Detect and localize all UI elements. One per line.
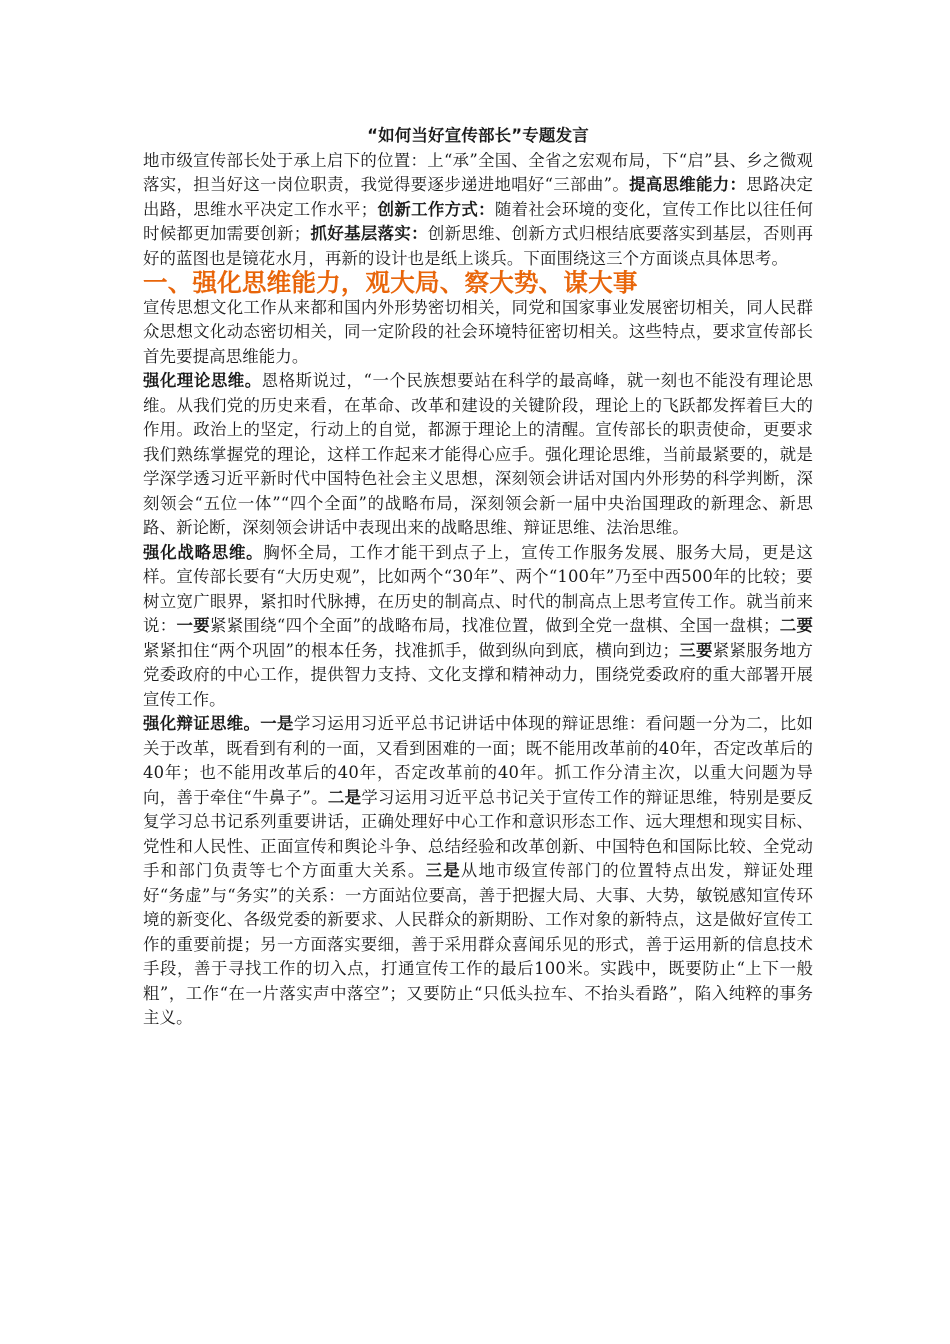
dialectic-lead: 强化辩证思维。 [143,714,261,733]
section-intro-paragraph: 宣传思想文化工作从来都和国内外形势密切相关，同党和国家事业发展密切相关，同人民群众思想文化动态密切相关，同一定阶段的社会环境特征密切相关。这些特点，要求宣传部长首先要提高思维能力。 [143,297,813,366]
theory-thinking-paragraph [143,369,813,541]
theory-lead: 强化理论思维。 [143,371,262,390]
dialectic-bold-1: 一是 [260,714,294,733]
intro-bold-3: 抓好基层落实： [310,224,428,243]
document-title: “如何当好宣传部长”专题发言 [367,126,589,145]
strategy-lead: 强化战略思维。 [143,542,264,562]
intro-text-2: 思路决定出路，思维水平决定工作水平； [143,175,813,219]
strategy-text-4: 紧紧服务地方党委政府的中心工作，提供智力支持、文化支撑和精神动力，围绕党委政府的重大部署开展宣传工作。 [143,640,813,709]
dialectic-text-2: 学习运用习近平总书记关于宣传工作的辩证思维，特别是要反复学习总书记系列重要讲话，正确处理好中心工作和意识形态工作、远大理想和现实目标、党性和人民性、正面宣传和舆论斗争、总结经验和改革创新、中国特色和国际比较、全党动手和部门负责等七个方面重大关系。 [143,787,813,880]
intro-paragraph [143,149,813,272]
intro-text-4: 创新思维、创新方式归根结底要落实到基层，否则再好的蓝图也是镜花水月，再新的设计也是纸上谈兵。下面围绕这三个方面谈点具体思考。 [143,224,813,268]
intro-bold-2: 创新工作方式： [377,199,495,219]
theory-text: 恩格斯说过，“一个民族想要站在科学的最高峰，就一刻也不能没有理论思维。从我们党的历史来看，在革命、改革和建设的关键阶段，理论上的飞跃都发挥着巨大的作用。政治上的坚定，行动上的自觉，都源于理论上的清醒。宣传部长的职责使命，更要求我们熟练掌握党的理论，这样工作起来才能得心应手。强化理论思维，当前最紧要的，就是学深学透习近平新时代中国特色社会主义思想，深刻领会讲话对国内外形势的科学判断，深刻领会“五位一体”“四个全面”的战略布局，深刻领会新一届中央治国理政的新理念、新思路、新论断，深刻领会讲话中表现出来的战略思维、辩证思维、法治思维。 [143,371,813,537]
strategy-text-3: 紧紧扣住“两个巩固”的根本任务，找准抓手，做到纵向到底，横向到边； [143,640,680,660]
intro-text-3: 随着社会环境的变化，宣传工作比以往任何时候都更加需要创新； [143,199,813,243]
strategy-text-2: 紧紧围绕“四个全面”的战略布局，找准位置，做到全党一盘棋、全国一盘棋； [209,616,780,635]
intro-bold-1: 提高思维能力： [629,175,747,194]
strategy-thinking-paragraph [143,541,813,713]
strategy-bold-1: 一要 [176,616,210,635]
dialectic-thinking-paragraph [143,712,813,1031]
dialectic-bold-2: 二是 [327,787,362,807]
strategy-bold-2: 二要 [779,616,813,635]
dialectic-bold-3: 三是 [425,861,461,880]
strategy-text-1: 胸怀全局，工作才能干到点子上，宣传工作服务发展、服务大局，更是这样。宣传部长要有“大历史观”，比如两个“30年”、两个“100年”乃至中西500年的比较；要树立宽广眼界，紧扣时代脉搏，在历史的制高点、时代的制高点上思考宣传工作。就当前来说： [143,542,813,635]
section-heading: 一、强化思维能力，观大局、察大势、谋大事 [143,268,638,297]
dialectic-text-3: 从地市级宣传部门的位置特点出发，辩证处理好“务虚”与“务实”的关系：一方面站位要高，善于把握大局、大事、大势，敏锐感知宣传环境的新变化、各级党委的新要求、人民群众的新期盼、工作对象的新特点，这是做好宣传工作的重要前提；另一方面落实要细，善于采用群众喜闻乐见的形式，善于运用新的信息技术手段，善于寻找工作的切入点，打通宣传工作的最后100米。实践中，既要防止“上下一般粗”，工作“在一片落实声中落空”；又要防止“只低头拉车、不抬头看路”，陷入纯粹的事务主义。 [143,861,813,1027]
strategy-bold-3: 三要 [679,640,713,660]
dialectic-text-1: 学习运用习近平总书记讲话中体现的辩证思维：看问题一分为二，比如关于改革，既看到有利的一面，又看到困难的一面；既不能用改革前的40年，否定改革后的40年；也不能用改革后的40年，否定改革前的40年。抓工作分清主次，以重大问题为导向，善于牵住“牛鼻子”。 [143,714,813,807]
intro-text-1: 地市级宣传部长处于承上启下的位置：上“承”全国、全省之宏观布局，下“启”县、乡之微观落实，担当好这一岗位职责，我觉得要逐步递进地唱好“三部曲”。 [143,150,813,194]
document-page [143,124,813,1031]
